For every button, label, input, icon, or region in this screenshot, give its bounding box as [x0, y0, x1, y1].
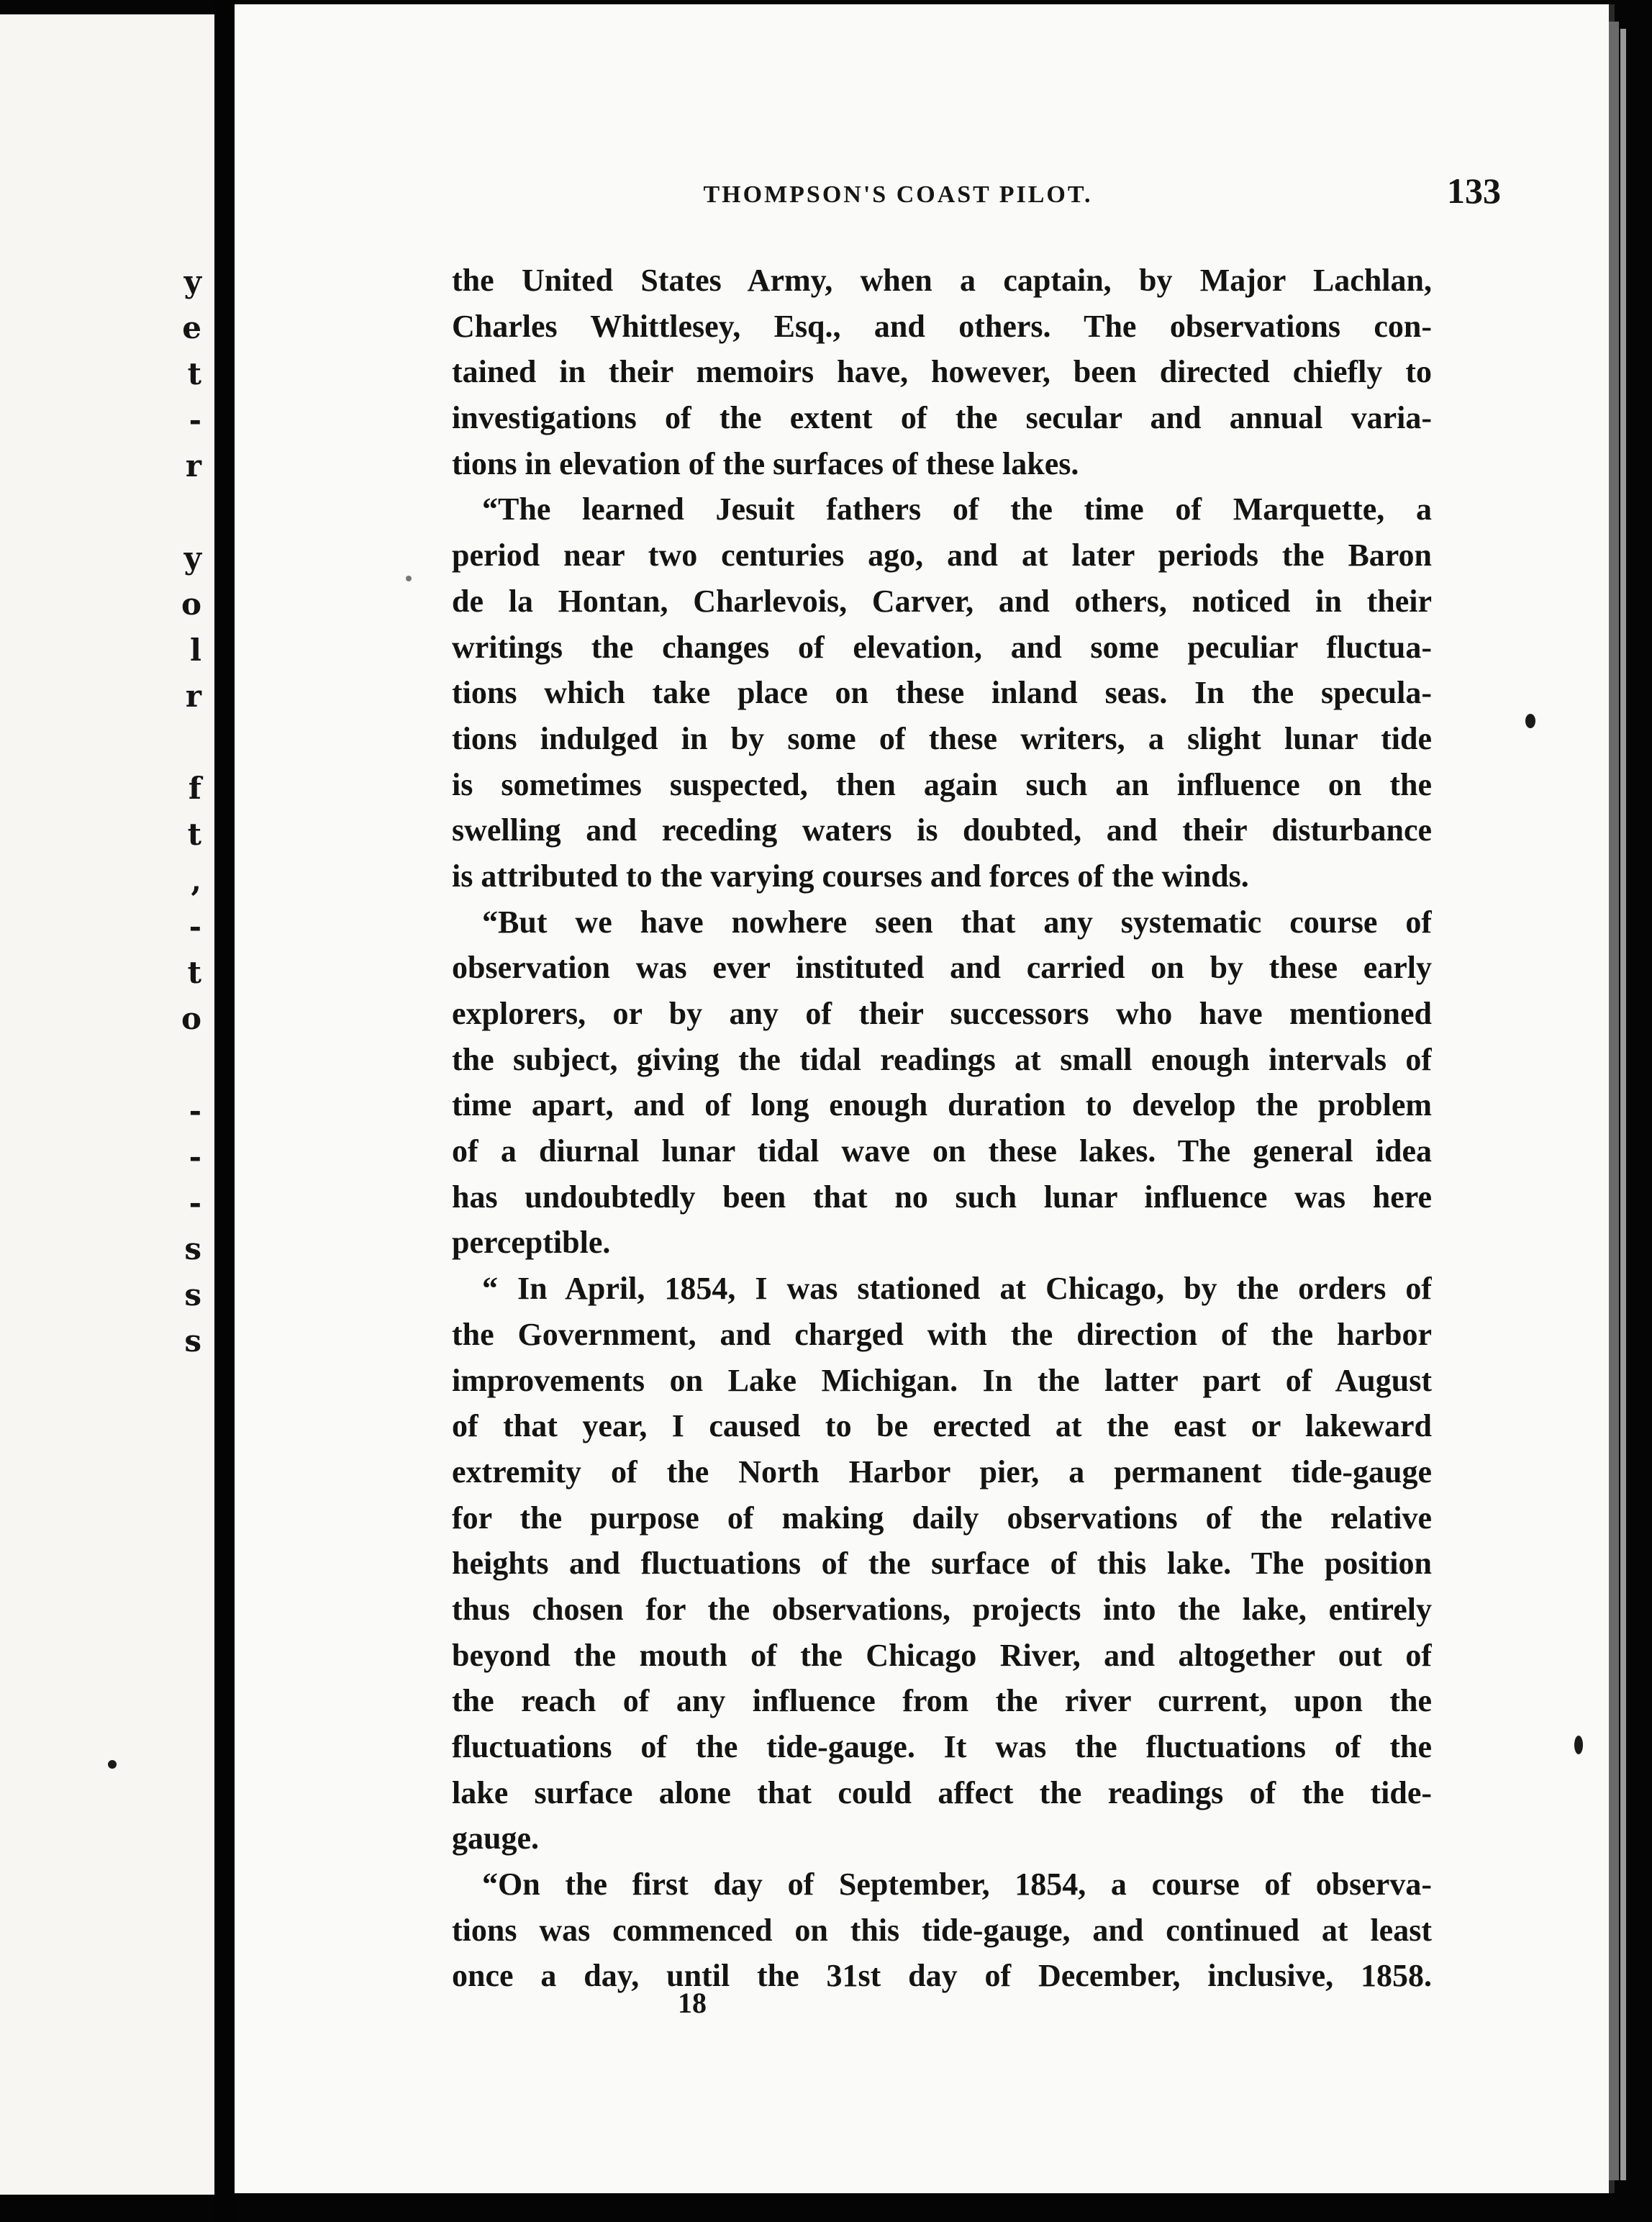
text-line: of that year, I caused to be erected at the east or lakeward: [452, 1408, 1432, 1444]
text-line: “ In April, 1854, I was stationed at Chicago, by the orders of: [482, 1271, 1432, 1307]
left-page-fragment: o: [181, 586, 201, 622]
text-line: tions indulged in by some of these writers, a slight lunar tide: [452, 720, 1432, 756]
left-page-edge: [0, 14, 214, 2195]
text-line: thus chosen for the observations, projects into the lake, entirely: [452, 1591, 1432, 1627]
left-page-fragment: -: [189, 1185, 201, 1220]
left-page-fragment: -: [189, 1093, 201, 1128]
running-title: THOMPSON'S COAST PILOT.: [703, 181, 1093, 208]
left-page-fragment: [173, 720, 201, 766]
left-page-fragment: y: [183, 264, 201, 299]
ink-speck: [108, 1760, 117, 1769]
page-header: [216, 165, 1580, 223]
text-line: for the purpose of making daily observations of the relative: [452, 1500, 1432, 1536]
text-line: has undoubtedly been that no such lunar influence was here: [452, 1179, 1432, 1215]
left-page-fragment: r: [185, 679, 201, 714]
text-line: heights and fluctuations of the surface of this lake. The position: [452, 1546, 1432, 1582]
left-page-fragment: t: [187, 955, 201, 990]
left-page-fragment: -: [189, 402, 201, 437]
left-page-fragment: y: [183, 540, 201, 576]
left-page-fragment: [173, 1042, 201, 1088]
left-page-fragment: -: [189, 909, 201, 944]
body-text: [452, 258, 1432, 1999]
left-page-fragment: s: [184, 1323, 201, 1359]
text-line: tions in elevation of the surfaces of these lakes.: [452, 445, 1079, 481]
text-line: the Government, and charged with the direction of the harbor: [452, 1316, 1432, 1352]
text-line: improvements on Lake Michigan. In the latter part of August: [452, 1362, 1432, 1398]
right-page-edge-inner: [1620, 29, 1626, 2180]
text-line: is sometimes suspected, then again such an influence on the: [452, 766, 1432, 802]
left-page-fragment: s: [184, 1277, 201, 1312]
text-line: the reach of any influence from the river current, upon the: [452, 1683, 1432, 1719]
left-page-text-fragments: [173, 259, 201, 1364]
text-line: perceptible.: [452, 1225, 611, 1261]
text-line: tions was commenced on this tide-gauge, and continued at least: [452, 1912, 1432, 1948]
text-line: once a day, until the 31st day of December, inclusive, 1858.: [452, 1958, 1432, 1994]
text-line: tained in their memoirs have, however, been directed chiefly to: [452, 354, 1432, 390]
text-line: “On the first day of September, 1854, a course of observa-: [482, 1867, 1432, 1903]
left-page-fragment: ,: [191, 863, 201, 898]
text-line: investigations of the extent of the secular and annual varia-: [452, 400, 1432, 436]
left-page-fragment: [173, 489, 201, 535]
text-line: beyond the mouth of the Chicago River, and altogether out of: [452, 1637, 1432, 1673]
left-page-fragment: f: [188, 771, 201, 806]
ink-speck: [1525, 714, 1535, 728]
text-line: “But we have nowhere seen that any systematic course of: [482, 904, 1432, 940]
text-line: is attributed to the varying courses and forces of the winds.: [452, 858, 1249, 894]
text-line: “The learned Jesuit fathers of the time of Marquette, a: [482, 491, 1432, 527]
text-line: period near two centuries ago, and at later periods the Baron: [452, 538, 1432, 573]
text-line: extremity of the North Harbor pier, a permanent tide-gauge: [452, 1454, 1432, 1489]
text-line: time apart, and of long enough duration to develop the problem: [452, 1087, 1432, 1123]
ink-speck: [1574, 1736, 1583, 1754]
left-page-fragment: t: [187, 356, 201, 391]
page-number: 133: [1447, 171, 1501, 211]
signature-mark: 18: [678, 1987, 707, 2019]
text-line: tions which take place on these inland seas. In the specula-: [452, 675, 1432, 711]
left-page-fragment: o: [181, 1001, 201, 1036]
text-line: swelling and receding waters is doubted, and their disturbance: [452, 812, 1432, 848]
text-line: the United States Army, when a captain, by Major Lachlan,: [452, 263, 1432, 298]
text-line: explorers, or by any of their successors who have mentioned: [452, 996, 1432, 1031]
text-line: lake surface alone that could affect the readings of the tide-: [452, 1774, 1432, 1810]
text-line: the subject, giving the tidal readings at small enough intervals of: [452, 1041, 1432, 1077]
text-line: writings the changes of elevation, and some peculiar fluctua-: [452, 629, 1432, 665]
text-line: Charles Whittlesey, Esq., and others. The observations con-: [452, 308, 1432, 344]
left-page-fragment: t: [187, 817, 201, 852]
text-line: of a diurnal lunar tidal wave on these lakes. The general idea: [452, 1133, 1432, 1169]
left-page-fragment: e: [182, 310, 201, 345]
left-page-fragment: l: [190, 632, 201, 668]
text-line: fluctuations of the tide-gauge. It was the fluctuations of the: [452, 1729, 1432, 1764]
text-line: observation was ever instituted and carried on by these early: [452, 950, 1432, 986]
ink-speck: [406, 576, 412, 581]
right-page-edge: [1609, 22, 1619, 2180]
left-page-fragment: r: [185, 448, 201, 484]
left-page-fragment: s: [184, 1231, 201, 1266]
text-line: de la Hontan, Charlevois, Carver, and others, noticed in their: [452, 583, 1432, 619]
text-line: gauge.: [452, 1820, 539, 1856]
left-page-fragment: -: [189, 1139, 201, 1174]
book-gutter: [214, 0, 235, 2222]
